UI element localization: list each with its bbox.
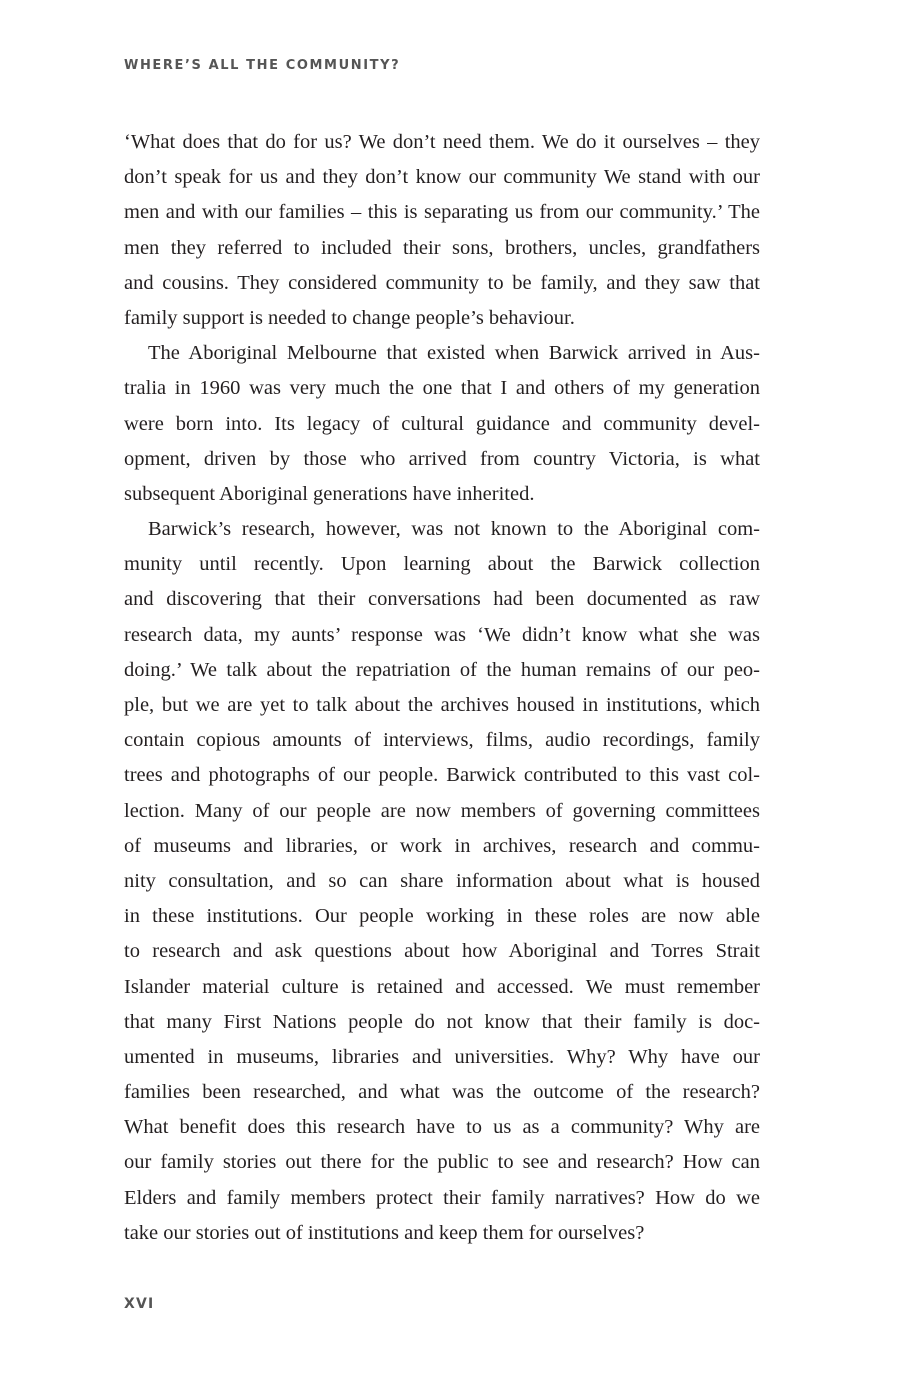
- text-line: men they referred to included their sons, brothers, uncles, grandfathers: [124, 236, 760, 259]
- text-line: contain copious amounts of interviews, films, audio recordings, family: [124, 729, 760, 752]
- text-line: family support is needed to change people’s behaviour.: [124, 306, 575, 329]
- text-line: to research and ask questions about how Aboriginal and Torres Strait: [124, 940, 760, 963]
- text-line: men and with our families – this is separating us from our community.’ The: [124, 201, 760, 224]
- text-line: umented in museums, libraries and universities. Why? Why have our: [124, 1045, 760, 1068]
- text-line: of museums and libraries, or work in archives, research and commu-: [124, 834, 760, 857]
- text-line: subsequent Aboriginal generations have inherited.: [124, 482, 535, 505]
- text-line: Islander material culture is retained and accessed. We must remember: [124, 975, 760, 998]
- text-line: our family stories out there for the public to see and research? How can: [124, 1151, 760, 1174]
- text-line: take our stories out of institutions and keep them for ourselves?: [124, 1221, 645, 1244]
- text-line: in these institutions. Our people working in these roles are now able: [124, 905, 760, 928]
- text-line: don’t speak for us and they don’t know our community We stand with our: [124, 166, 760, 189]
- text-line: that many First Nations people do not know that their family is doc-: [124, 1010, 760, 1033]
- text-line: What benefit does this research have to us as a community? Why are: [124, 1116, 760, 1139]
- text-line: tralia in 1960 was very much the one that I and others of my generation: [124, 377, 760, 400]
- text-line: munity until recently. Upon learning about the Barwick collection: [124, 553, 760, 576]
- paragraph: [124, 336, 760, 512]
- text-line: research data, my aunts’ response was ‘We didn’t know what she was: [124, 623, 760, 646]
- paragraph: [124, 125, 760, 336]
- body-text: [124, 125, 760, 1251]
- text-line: and discovering that their conversations had been documented as raw: [124, 588, 760, 611]
- text-line: ‘What does that do for us? We don’t need them. We do it ourselves – they: [124, 131, 760, 153]
- text-line: The Aboriginal Melbourne that existed when Barwick arrived in Aus-: [148, 342, 760, 365]
- text-line: Elders and family members protect their family narratives? How do we: [124, 1186, 760, 1209]
- text-line: families been researched, and what was the outcome of the research?: [124, 1081, 760, 1104]
- text-line: lection. Many of our people are now members of governing committees: [124, 799, 760, 822]
- text-line: and cousins. They considered community to be family, and they saw that: [124, 271, 760, 294]
- text-line: Barwick’s research, however, was not known to the Aboriginal com-: [148, 518, 760, 541]
- paragraph: [124, 512, 760, 1251]
- text-line: nity consultation, and so can share information about what is housed: [124, 869, 760, 892]
- text-line: ple, but we are yet to talk about the archives housed in institutions, which: [124, 694, 760, 716]
- text-line: were born into. Its legacy of cultural guidance and community devel-: [124, 412, 760, 435]
- page-number: XVI: [124, 1296, 155, 1312]
- running-head: WHERE’S ALL THE COMMUNITY?: [124, 58, 401, 73]
- text-line: doing.’ We talk about the repatriation of the human remains of our peo-: [124, 658, 760, 681]
- text-line: opment, driven by those who arrived from country Victoria, is what: [124, 447, 760, 470]
- text-line: trees and photographs of our people. Barwick contributed to this vast col-: [124, 764, 760, 787]
